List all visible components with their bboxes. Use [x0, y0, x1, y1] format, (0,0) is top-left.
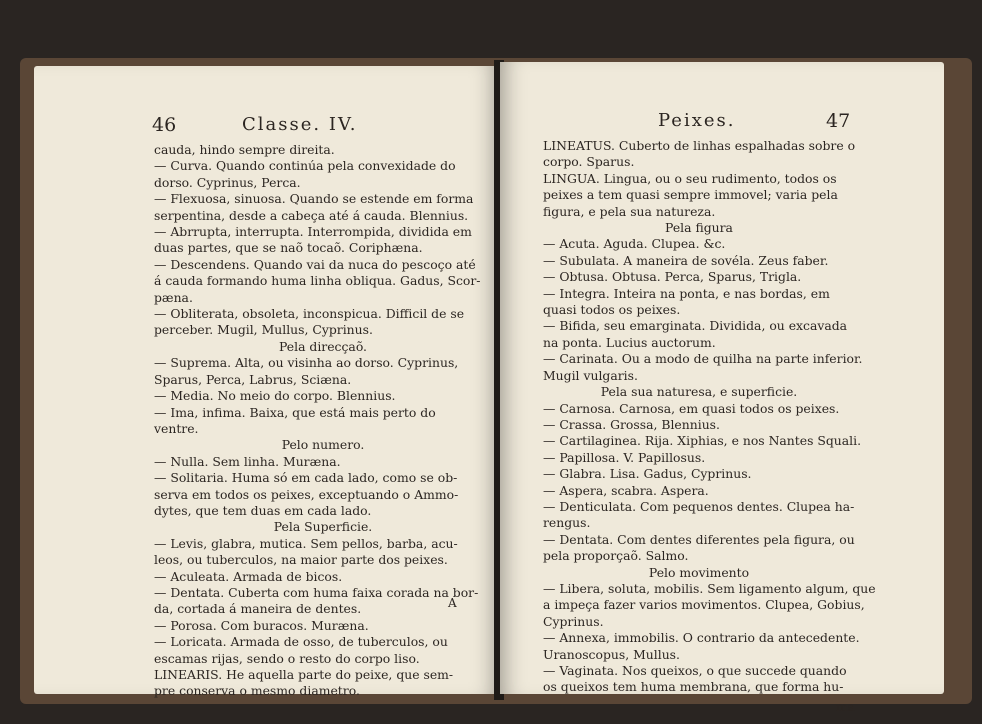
- text-line: dytes, que tem duas em cada lado.: [154, 502, 372, 518]
- text-line: — Annexa, immobilis. O contrario da antecedente.: [543, 630, 860, 646]
- text-line: — Crassa. Grossa, Blennius.: [543, 416, 720, 432]
- text-line: escamas rijas, sendo o resto do corpo liso.: [154, 650, 420, 666]
- text-line: Pelo movimento: [648, 564, 750, 580]
- page-number: 47: [826, 110, 851, 132]
- text-line: — Aculeata. Armada de bicos.: [154, 568, 343, 584]
- text-line: — Descendens. Quando vai da nuca do pescoço até: [154, 256, 476, 272]
- text-line: — Suprema. Alta, ou visinha ao dorso. Cyprinus,: [154, 355, 459, 371]
- text-line: — Solitaria. Huma só em cada lado, como se ob-: [154, 470, 458, 486]
- text-line: serva em todos os peixes, exceptuando o Ammo-: [154, 486, 459, 502]
- text-line: leos, ou tuberculos, na maior parte dos peixes.: [154, 552, 448, 568]
- text-line: — Ima, infima. Baixa, que está mais perto do: [154, 404, 436, 420]
- text-line: Pelo numero.: [281, 437, 365, 453]
- text-line: rengus.: [543, 515, 591, 531]
- catchword: ma: [836, 700, 855, 714]
- text-line: — Denticulata. Com pequenos dentes. Clupea ha-: [543, 498, 855, 514]
- text-line: Uranoscopus, Mullus.: [543, 646, 680, 662]
- text-line: os queixos tem huma membrana, que forma hu-: [543, 679, 844, 695]
- text-line: Mugil vulgaris.: [543, 367, 638, 383]
- text-line: — Loricata. Armada de osso, de tuberculos, ou: [154, 634, 448, 650]
- text-line: — Acuta. Aguda. Clupea. &c.: [543, 236, 726, 252]
- text-line: — Libera, soluta, mobilis. Sem ligamento algum, que: [543, 580, 876, 596]
- page-text: [543, 138, 876, 696]
- text-line: corpo. Sparus.: [543, 154, 635, 170]
- text-line: — Obtusa. Obtusa. Perca, Sparus, Trigla.: [543, 269, 802, 285]
- text-line: Pela sua naturesa, e superficie.: [600, 384, 798, 400]
- text-line: — Aspera, scabra. Aspera.: [543, 482, 709, 498]
- text-line: á cauda formando huma linha obliqua. Gadus, Scor-: [154, 273, 481, 289]
- text-line: — Nulla. Sem linha. Muræna.: [154, 453, 341, 469]
- text-line: a impeça fazer varios movimentos. Clupea, Gobius,: [543, 597, 865, 613]
- text-line: — Media. No meio do corpo. Blennius.: [154, 388, 396, 404]
- text-line: Pela Superficie.: [273, 519, 373, 535]
- text-line: pela proporçaõ. Salmo.: [543, 548, 689, 564]
- text-line: na ponta. Lucius auctorum.: [543, 334, 716, 350]
- text-line: — Bifida, seu emarginata. Dividida, ou excavada: [543, 318, 848, 334]
- page-text: [154, 142, 492, 700]
- page-number: 46: [152, 114, 177, 136]
- text-line: — Dentata. Cuberta com huma faixa corada na bor-: [154, 584, 479, 600]
- text-line: — Carnosa. Carnosa, em quasi todos os peixes.: [543, 400, 840, 416]
- text-line: Sparus, Perca, Labrus, Sciæna.: [154, 371, 352, 387]
- text-line: — Subulata. A maneira de sovéla. Zeus faber.: [543, 252, 829, 268]
- text-line: — Levis, glabra, mutica. Sem pellos, barba, acu-: [154, 535, 458, 551]
- text-line: LINGUA. Lingua, ou o seu rudimento, todos os: [543, 170, 837, 186]
- text-line: — Integra. Inteira na ponta, e nas bordas, em: [543, 285, 830, 301]
- text-line: dorso. Cyprinus, Perca.: [154, 174, 301, 190]
- text-line: — Curva. Quando continúa pela convexidade do: [154, 158, 456, 174]
- text-line: LINEATUS. Cuberto de linhas espalhadas sobre o: [543, 138, 856, 153]
- left-page: [34, 66, 498, 699]
- text-line: Cyprinus.: [543, 613, 604, 629]
- catchword: A: [448, 596, 457, 610]
- right-page: [500, 62, 944, 714]
- text-line: da, cortada á maneira de dentes.: [154, 601, 362, 617]
- text-line: — Glabra. Lisa. Gadus, Cyprinus.: [543, 466, 752, 482]
- text-line: — Cartilaginea. Rija. Xiphias, e nos Nantes Squali.: [543, 433, 862, 449]
- text-line: duas partes, que se naõ tocaõ. Coriphæna.: [154, 240, 423, 256]
- text-line: — Vaginata. Nos queixos, o que succede quando: [543, 663, 847, 678]
- text-line: — Abrrupta, interrupta. Interrompida, dividida em: [154, 224, 472, 240]
- text-line: quasi todos os peixes.: [543, 302, 681, 318]
- text-line: — Flexuosa, sinuosa. Quando se estende em forma: [154, 191, 474, 207]
- text-line: perceber. Mugil, Mullus, Cyprinus.: [154, 322, 373, 338]
- text-line: Pela figura: [665, 220, 733, 236]
- text-line: — Papillosa. V. Papillosus.: [543, 449, 706, 465]
- text-line: — Obliterata, obsoleta, inconspicua. Difficil de se: [154, 306, 465, 322]
- text-line: LINEARIS. He aquella parte do peixe, que sem-: [154, 667, 454, 682]
- text-line: — Porosa. Com buracos. Muræna.: [154, 617, 369, 633]
- text-line: ventre.: [154, 420, 199, 436]
- text-line: — Carinata. Ou a modo de quilha na parte inferior.: [543, 351, 863, 367]
- running-header: Peixes.: [658, 110, 736, 131]
- text-line: pre conserva o mesmo diametro.: [154, 683, 360, 699]
- text-line: figura, e pela sua natureza.: [543, 203, 716, 219]
- text-line: cauda, hindo sempre direita.: [154, 142, 335, 157]
- text-line: Pela direcçaõ.: [279, 338, 367, 354]
- text-line: peixes a tem quasi sempre immovel; varia pela: [543, 187, 838, 203]
- text-line: pæna.: [154, 289, 193, 305]
- text-line: — Dentata. Com dentes diferentes pela figura, ou: [543, 531, 855, 547]
- text-line: serpentina, desde a cabeça até á cauda. Blennius.: [154, 207, 469, 223]
- running-header: Classe. IV.: [242, 114, 358, 135]
